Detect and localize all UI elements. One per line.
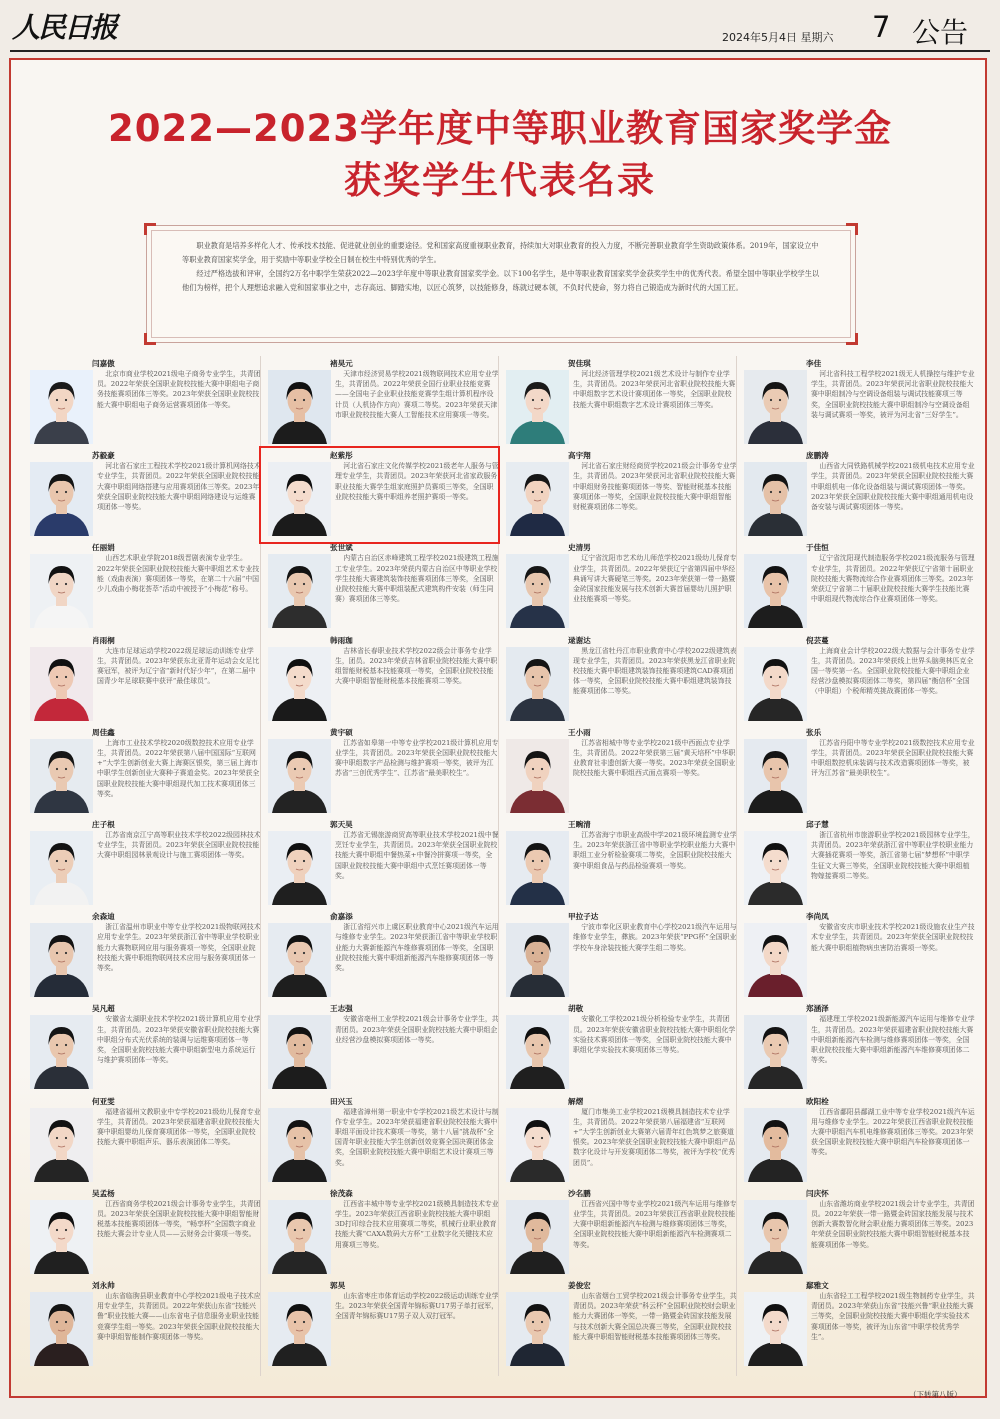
student-bio: 安徽省安庆市职业技术学校2021级设施农业生产技术专业学生，共青团员。2023年荣获全国职业院校技能大赛中职组植物病虫害防治赛项一等奖。: [811, 923, 975, 952]
masthead: [0, 0, 1000, 50]
corner-ornament: [846, 223, 858, 235]
intro-inner-border: [151, 230, 851, 338]
student-portrait: [744, 1108, 807, 1182]
intro-box: [146, 225, 856, 343]
student-name: 闫嘉傲: [92, 359, 115, 368]
student-portrait: [506, 554, 569, 628]
student-card: [266, 909, 502, 999]
intro-paragraph: 职业教育是培养多样化人才、传承技术技能、促进就业创业的重要途径。党和国家高度重视职业教育，持续加大对职业教育的投入力度，不断完善职业教育学生资助政策体系。2019年，国家设立中等职业教育国家奖学金，用于奖励中等职业学校全日制在校生中特别优秀的学生。: [182, 241, 819, 264]
student-bio: 黑龙江省牡丹江市职业教育中心学校2022级建筑表现专业学生，共青团员。2023年荣获黑龙江省职业院校技能大赛中职组建筑装饰技能赛项建筑CAD赛项团体一等奖，全国职业院校技能大赛中职组建筑装饰技能赛项团体二等奖。: [573, 646, 737, 696]
student-name: 苏毅豪: [92, 451, 115, 461]
issue-date: 2024年5月4日 星期六: [722, 31, 834, 44]
student-bio: 浙江省温州市职业中等专业学校2021级物联网技术应用专业学生。2023年荣获浙江省中等职业学校职业能力大赛物联网应用与服务赛项一等奖，全国职业院校技能大赛中职组物联网技术应用与服务赛项团体一等奖。: [97, 923, 261, 972]
student-bio: 上海商业会计学校2022级大数据与会计事务专业学生，共青团员。2023年荣获线上世界头脑奥林匹克全国一等奖第一名。全国职业院校技能大赛中职组企业经营沙盘模拟赛项团体二等奖，第四届“衡信杯”全国（中职组）个税师精英挑战赛团体一等奖。: [811, 646, 975, 696]
student-name: 解熠: [568, 1096, 584, 1106]
student-card: [504, 1186, 740, 1276]
student-card: [28, 1186, 264, 1276]
student-portrait: [744, 1200, 807, 1274]
student-bio: 河北省科技工程学校2021级无人机操控与维护专业学生，共青团员。2023年荣获河北省职业院校技能大赛中职组制冷与空调设备组装与调试技能赛项三等奖，全国职业院校技能大赛中职组制冷与空调设备组装与调试赛项一等奖，被评为河北省“三好学生”。: [811, 370, 975, 419]
student-name: 倪芸蔓: [806, 635, 829, 645]
student-card: [742, 909, 978, 999]
student-bio: 河北省石家庄工程技术学校2021级计算机网络技术专业学生，共青团员。2022年荣获全国职业院校技能大赛中职组网络搭建与应用赛项团体三等奖。2023年荣获全国职业院校技能大赛中职组网络建设与运维赛项团体一等奖。: [97, 462, 261, 511]
student-bio: 江苏省海宁市职业高级中学2021级环境监测专业学生。2023年荣获浙江省中等职业学校职业能力大赛中职组工业分析检验赛项二等奖，全国职业院校技能大赛中职组食品与药品检验赛项一等奖。: [573, 831, 737, 870]
student-bio: 山东省烟台工贸学校2021级会计事务专业学生，共青团员。2023年荣获“科云杯”全国职业院校财会职业能力大赛团体一等奖，一带一路暨金砖国家技能发展与技术创新大赛全国总决赛三等奖，全国职业院校技能大赛中职组智能财税基本技能赛项团体三等奖。: [573, 1292, 737, 1341]
student-bio: 江西省兴国中等专业学校2021级汽车运用与维修专业学生，共青团员。2023年荣获江西省职业院校技能大赛中职组新能源汽车检测与维修赛项团体三等奖，全国职业院校技能大赛中职组新能源汽车检测赛项二等奖。: [573, 1199, 737, 1249]
student-card: [28, 1278, 264, 1368]
student-name: 闫庆怀: [806, 1188, 829, 1198]
student-name: 肖雨桐: [92, 635, 115, 645]
student-card: [742, 356, 978, 446]
student-portrait: [30, 554, 93, 628]
student-card: [742, 725, 978, 815]
student-bio: 江苏省无锡旅游商贸高等职业技术学校2021级中餐烹饪专业学生，共青团员。2023年荣获全国职业院校技能大赛中职组中餐热菜+中餐冷拼赛项一等奖，全国职业院校技能大赛中职组中式烹饪赛项团体一等奖。: [335, 831, 499, 880]
student-portrait: [30, 1200, 93, 1274]
student-name: 沙名鹏: [568, 1188, 591, 1198]
student-card: [266, 1001, 502, 1091]
student-name: 张乐: [806, 727, 822, 737]
student-portrait: [506, 1200, 569, 1274]
student-card: [742, 817, 978, 907]
student-card: [504, 725, 740, 815]
student-name: 黄宇硕: [330, 727, 353, 737]
student-bio: 福建省福州文教职业中专学校2021级幼儿保育专业学生，共青团员。2023年荣获福建省职业院校技能大赛中职组婴幼儿保育赛项团体一等奖，全国职业院校技能大赛中职组声乐、器乐表演团体二等奖。: [97, 1107, 261, 1147]
student-portrait: [744, 370, 807, 444]
student-card: [504, 1094, 740, 1184]
student-card: [742, 448, 978, 538]
student-bio: 大连市足球运动学校2022级足球运动训练专业学生，共青团员。2023年荣获东北亚青年运动会女足比赛冠军，被评为辽宁省“新时代好少年”，在第二届中国青少年足球联赛中获评“最佳球员”。: [97, 646, 260, 686]
student-bio: 江西省丰城中等专业学校2021级模具制造技术专业学生。2023年荣获江西省职业院校技能大赛中职组3D打印综合技术应用赛项二等奖，机械行业职业教育技能大赛“CAXA数码大方杯”工业数字化关键技术应用赛项三等奖。: [335, 1199, 499, 1249]
corner-ornament: [144, 223, 156, 235]
student-bio: 山西艺术职业学院2018级晋剧表演专业学生。2022年荣获全国职业院校技能大赛中职组艺术专业技能（戏曲表演）赛项团体一等奖，在第二十六届“中国少儿戏曲小梅花荟萃”活动中被授予“小梅花”称号。: [97, 554, 260, 593]
student-portrait: [744, 647, 807, 721]
student-portrait: [30, 923, 93, 997]
student-name: 俞嘉添: [330, 912, 353, 922]
student-card: [28, 633, 264, 723]
student-name: 徐茂森: [330, 1188, 353, 1198]
student-name: 任丽娟: [92, 543, 115, 553]
student-card: [504, 817, 740, 907]
student-name: 王畹清: [568, 820, 591, 829]
student-portrait: [744, 831, 807, 905]
student-card: [28, 1001, 264, 1091]
student-portrait: [506, 1108, 569, 1182]
student-name: 姜俊宏: [568, 1281, 591, 1290]
student-card: [742, 1186, 978, 1276]
student-card: [266, 725, 502, 815]
student-portrait: [30, 739, 93, 813]
student-name: 刘永帅: [92, 1281, 115, 1290]
student-portrait: [506, 370, 569, 444]
student-name: 史清男: [568, 543, 591, 553]
student-card: [266, 1094, 502, 1184]
student-bio: 安徽省太湖职业技术学校2021级计算机应用专业学生，共青团员。2023年荣获安徽省职业院校技能大赛中职组分布式光伏系统的装调与运维赛项团体一等奖，全国职业院校技能大赛中职组新型电力系统运行与维护赛项团体一等奖。: [97, 1015, 261, 1065]
student-bio: 江苏省南京江宁高等职业技术学校2022级园林技术专业学生，共青团员。2023年荣获全国职业院校技能大赛中职组园林景观设计与施工赛项团体一等奖。: [97, 831, 261, 860]
student-portrait: [268, 647, 331, 721]
student-portrait: [30, 1015, 93, 1089]
student-portrait: [268, 370, 331, 444]
student-bio: 上海市工业技术学校2020级数控技术应用专业学生，共青团员。2022年荣获第八届中国国际“互联网+”大学生创新创业大赛上海赛区银奖，第三届上海市中职学生创新创业大赛种子赛道金奖。2023年荣获全国职业院校技能大赛中职组现代加工技术赛项团体三等奖。: [97, 738, 260, 798]
intro-paragraph: 经过严格选拔和评审，全国约2万名中职学生荣获2022—2023学年度中等职业教育国家奖学金。以下100名学生，是中等职业教育国家奖学金获奖学生中的优秀代表。希望全国中等职业学校学生以他们为榜样，把个人理想追求融入党和国家事业之中，志存高远、脚踏实地，以匠心筑梦，以技能修身，练就过硬本领，不负时代使命，努力将自己锻造成为新时代的大国工匠。: [182, 269, 820, 292]
student-card: [742, 1001, 978, 1091]
student-bio: 吉林省长春职业技术学校2022级会计事务专业学生，团员。2023年荣获吉林省职业院校技能大赛中职组智能财税基本技能赛项一等奖，全国职业院校技能大赛中职组智能财税基本技能赛项二等奖。: [335, 646, 498, 686]
student-portrait: [268, 739, 331, 813]
student-card: [266, 817, 502, 907]
student-bio: 山东省轻工工程学校2021级生物制药专业学生，共青团员。2023年荣获山东省“技能兴鲁”职业技能大赛三等奖，全国职业院校技能大赛中职组化学实验技术赛项团体一等奖，被评为山东省“中职学校优秀学生”。: [811, 1292, 975, 1341]
student-bio: 山东省临朐县职业教育中心学校2021级电子技术应用专业学生，共青团员。2022年荣获山东省“技能兴鲁”职业技能大赛——山东省电子信息服务业职业技能竞赛学生组一等奖。2023年荣获全国职业院校技能大赛中职组智能制作赛项团体一等奖。: [97, 1292, 261, 1341]
student-bio: 河北经济管理学校2021级艺术设计与制作专业学生，共青团员。2023年荣获河北省职业院校技能大赛中职组数字艺术设计赛项团体一等奖，全国职业院校技能大赛中职组数字艺术设计赛项团体三等奖。: [573, 370, 736, 409]
student-portrait: [744, 739, 807, 813]
student-card: [504, 356, 740, 446]
student-name: 赵紫彤: [330, 451, 353, 461]
student-card: [504, 1278, 740, 1368]
student-portrait: [268, 1292, 331, 1366]
student-bio: 天津市经济贸易学校2021级物联网技术应用专业学生，共青团员。2022年荣获全国行业职业技能竞赛——全国电子企业职业技能竞赛学生组计算机程序设计员（人机协作方向）赛项二等奖。2023年荣获天津市职业院校技能大赛人工智能技术应用赛项一等奖。: [335, 370, 499, 419]
headline-line-2: 获奖学生代表名录: [344, 159, 656, 202]
corner-ornament: [144, 333, 156, 345]
student-bio: 辽宁省沈阳市艺术幼儿师范学校2021级幼儿保育专业学生，共青团员。2022年荣获辽宁省第四届中华经典诵写讲大赛硬笔三等奖。2023年荣获第一带一路暨金砖国家技能发展与技术创新大赛首届婴幼儿照护职业技能赛项一等奖。: [573, 554, 737, 604]
student-portrait: [506, 1015, 569, 1089]
student-name: 庞鹏涛: [806, 451, 829, 461]
student-card: [504, 1001, 740, 1091]
student-card: [504, 633, 740, 723]
student-name: 李尚凤: [806, 912, 829, 922]
student-bio: 辽宁省沈阳现代制造服务学校2021级流服务与管理专业学生，共青团员。2022年荣获辽宁省第十届职业院校技能大赛物流综合作业赛项团体三等奖。2023年荣获辽宁省第二十届职业院校技能大赛学生技能比赛中职组现代物流综合作业赛项团体一等奖。: [811, 554, 975, 604]
student-card: [504, 540, 740, 630]
student-portrait: [268, 1108, 331, 1182]
student-portrait: [506, 923, 569, 997]
student-name: 余森迪: [92, 912, 115, 922]
student-bio: 内蒙古自治区赤峰建筑工程学校2021级建筑工程施工专业学生。2023年荣获内蒙古自治区中等职业学校学生技能大赛建筑装饰技能赛项团体三等奖，全国职业院校技能大赛中职组装配式建筑构件安装（师生同赛）赛项团体三等奖。: [335, 554, 499, 604]
student-name: 吴孟杨: [92, 1188, 115, 1198]
page-number: 7: [872, 10, 891, 44]
student-card: [28, 909, 264, 999]
student-portrait: [30, 647, 93, 721]
student-portrait: [744, 923, 807, 997]
highlight-box: [259, 446, 500, 544]
student-name: 高宇翔: [568, 451, 591, 461]
student-portrait: [744, 554, 807, 628]
student-name: 褚昊元: [330, 359, 353, 368]
student-portrait: [506, 647, 569, 721]
student-bio: 安徽化工学校2021级分析检验专业学生，共青团员。2023年荣获安徽省职业院校技能大赛中职组化学实验技术赛项团体一等奖，全国职业院校技能大赛中职组化学实验技术赛项团体三等奖。: [573, 1015, 736, 1054]
student-bio: 江苏省如皋第一中等专业学校2021级计算机应用专业学生，共青团员。2023年荣获全国职业院校技能大赛中职组数字产品检测与维护赛项一等奖，被评为江苏省“三创优秀学生”、江苏省“最美职校生”。: [335, 738, 499, 778]
student-card: [266, 356, 502, 446]
student-name: 欧阳栓: [806, 1096, 829, 1106]
student-name: 逯谢达: [568, 635, 591, 645]
student-bio: 河北省石家庄财经商贸学校2021级会计事务专业学生，共青团员。2023年荣获河北省职业院校技能大赛中职组财务技能赛项团体一等奖、智能财税基本技能赛项团体一等奖，全国职业院校技能大赛中职组智能财税赛项团体二等奖。: [573, 462, 737, 511]
student-name: 田兴玉: [330, 1096, 353, 1106]
student-bio: 江西省商务学校2021级会计事务专业学生，共青团员。2023年荣获全国职业院校技能大赛中职组智能财税基本技能赛项团体一等奖，“畅享杯”全国数字商业技能大赛会计专业人员——云财务会计赛项一等奖。: [97, 1199, 261, 1239]
student-portrait: [30, 370, 93, 444]
student-bio: 安徽省亳州工业学校2021级会计事务专业学生，共青团员。2023年荣获全国职业院校技能大赛中职组企业经营沙盘模拟赛项团体一等奖。: [335, 1015, 499, 1044]
student-portrait: [506, 462, 569, 536]
headline-line-1: 2022—2023学年度中等职业教育国家奖学金: [108, 107, 892, 150]
student-name: 王志强: [330, 1004, 353, 1014]
student-card: [742, 1278, 978, 1368]
student-portrait: [268, 554, 331, 628]
student-portrait: [268, 1200, 331, 1274]
continued-note: （下转第八版）: [909, 1390, 962, 1399]
student-portrait: [268, 831, 331, 905]
student-name: 张世斌: [330, 543, 353, 553]
student-card: [742, 633, 978, 723]
student-portrait: [744, 1015, 807, 1089]
student-portrait: [506, 739, 569, 813]
student-bio: 北京市商业学校2021级电子商务专业学生，共青团员。2022年荣获全国职业院校技能大赛中职组电子商务技能赛项团体三等奖。2023年荣获全国职业院校技能大赛中职组电子商务运营赛项团体一等奖。: [97, 370, 261, 409]
student-bio: 厦门市集美工业学校2021级模具制造技术专业学生，共青团员。2022年荣获第八届福建省“互联网+”大学生创新创业大赛第六届青年红色筑梦之旅赛道银奖。2023年荣获全国职业院校技能大赛中职组产品数字化设计与开发赛项团体二等奖，被评为学校“优秀团员”。: [573, 1107, 736, 1167]
student-card: [28, 1094, 264, 1184]
student-name: 周佳鑫: [92, 727, 115, 737]
student-portrait: [30, 1108, 93, 1182]
student-name: 郭昊: [330, 1281, 346, 1290]
student-bio: 江西省鄱阳县鄱湖工业中等专业学校2021级汽车运用与维修专业学生。2022年荣获江西省职业院校技能大赛中职组汽车机电维修赛项团体三等奖。2023年荣获全国职业院校技能大赛中职组汽车检修赛项团体一等奖。: [811, 1107, 975, 1157]
student-card: [28, 540, 264, 630]
student-portrait: [30, 462, 93, 536]
student-bio: 河北省石家庄文化传媒学校2021级老年人服务与管理专业学生，共青团员。2023年荣获河北省家政服务职业技能大赛学生组家庭照护员赛项三等奖，全国职业院校技能大赛中职组养老照护赛项一等奖。: [335, 462, 499, 501]
student-card: [266, 633, 502, 723]
student-name: 王小雨: [568, 727, 591, 737]
student-portrait: [506, 831, 569, 905]
student-card: [504, 909, 740, 999]
student-bio: 山西省大同铁路机械学校2021级机电技术应用专业学生，共青团员。2023年荣获全国职业院校技能大赛中职组机电一体化设备组装与调试赛项团体一等奖。2023年荣获全国职业院校技能大赛中职组通用机电设备安装与调试赛项团体一等奖。: [811, 462, 975, 511]
student-card: [504, 448, 740, 538]
page-section-name: 公告: [912, 16, 969, 49]
student-portrait: [30, 831, 93, 905]
student-card: [266, 1186, 502, 1276]
student-bio: 福建省漳州第一职业中专学校2021级艺术设计与制作专业学生。2023年荣获福建省职业院校技能大赛中职组平面设计技术赛项一等奖，第十八届“挑战杯”全国青年职业技能大学生创新创效竞赛全国决赛团体金奖，全国职业院校技能大赛中职组艺术设计赛项三等奖。: [335, 1107, 499, 1167]
student-portrait: [268, 923, 331, 997]
newspaper-logo: 人民日报: [12, 11, 117, 44]
student-card: [266, 1278, 502, 1368]
masthead-rule: [10, 50, 990, 52]
student-portrait: [744, 1292, 807, 1366]
student-bio: 山东省潍坊商业学校2021级会计专业学生，共青团员。2022年荣获一带一路暨金砖国家技能发展与技术创新大赛数智化财会职业能力赛项团体三等奖。2023年荣获全国职业院校技能大赛中职组智能财税基本技能赛项团体一等奖。: [811, 1199, 975, 1249]
student-card: [28, 356, 264, 446]
student-name: 贺佳琪: [568, 359, 591, 368]
student-card: [28, 725, 264, 815]
student-name: 鄢雅文: [806, 1281, 829, 1290]
corner-ornament: [846, 333, 858, 345]
student-portrait: [506, 1292, 569, 1366]
student-name: 何亚雯: [92, 1096, 115, 1106]
student-name: 于佳恒: [806, 543, 829, 553]
student-portrait: [744, 462, 807, 536]
student-bio: 江苏省相城中等专业学校2021级中西面点专业学生，共青团员。2022年荣获第三届“黄天培杯”中华职业教育社非遗创新大赛一等奖。2023年荣获全国职业院校技能大赛中职组西式面点赛项一等奖。: [573, 738, 736, 778]
student-portrait: [268, 1015, 331, 1089]
student-bio: 福建理工学校2021级新能源汽车运用与维修专业学生，共青团员。2023年荣获福建省职业院校技能大赛中职组新能源汽车检测与维修赛项团体一等奖，全国职业院校技能大赛中职组新能源汽车维修赛项团体二等奖。: [811, 1015, 975, 1065]
student-name: 郑涵泽: [806, 1004, 829, 1014]
student-card: [266, 540, 502, 630]
student-name: 李佳: [806, 359, 822, 368]
student-card: [742, 1094, 978, 1184]
student-bio: 江苏省丹阳中等专业学校2021级数控技术应用专业学生，共青团员。2023年荣获全国职业院校技能大赛中职组数控机床装调与技术改造赛项团体一等奖，被评为江苏省“最美职校生”。: [811, 738, 975, 778]
student-name: 吴凡超: [92, 1004, 115, 1014]
student-card: [742, 540, 978, 630]
student-name: 邱子慧: [806, 820, 829, 829]
student-name: 庄子根: [92, 820, 115, 829]
student-card: [28, 448, 264, 538]
student-name: 甲拉子达: [568, 912, 599, 922]
student-card: [28, 817, 264, 907]
student-name: 韩雨珈: [330, 635, 353, 645]
student-bio: 宁波市奉化区职业教育中心学校2021级汽车运用与维修专业学生，彝族。2023年荣获“PPG杯”全国职业学校车身涂装技能大赛学生组二等奖。: [573, 923, 737, 952]
student-name: 郭天昊: [330, 820, 353, 829]
student-bio: 浙江省杭州市旅游职业学校2021级园林专业学生，共青团员。2023年荣获浙江省中等职业学校职业能力大赛插花赛项一等奖，浙江省第七届“梦想杯”中职学生征文大赛三等奖，全国职业院校技能大赛中职组植物嫁接赛项二等奖。: [811, 831, 975, 880]
student-portrait: [30, 1292, 93, 1366]
student-bio: 山东省枣庄市体育运动学校2022级运动训练专业学生。2023年荣获全国青年锦标赛U17男子单打冠军，全国青年锦标赛U17男子双人双打冠军。: [335, 1292, 499, 1321]
student-bio: 浙江省绍兴市上虞区职业教育中心2021级汽车运用与维修专业学生。2023年荣获浙江省中等职业学校职业能力大赛新能源汽车维修赛项团体一等奖，全国职业院校技能大赛中职组新能源汽车维修赛项团体一等奖。: [335, 923, 499, 972]
column-separator: [736, 356, 737, 1376]
student-name: 胡敬: [568, 1004, 584, 1014]
